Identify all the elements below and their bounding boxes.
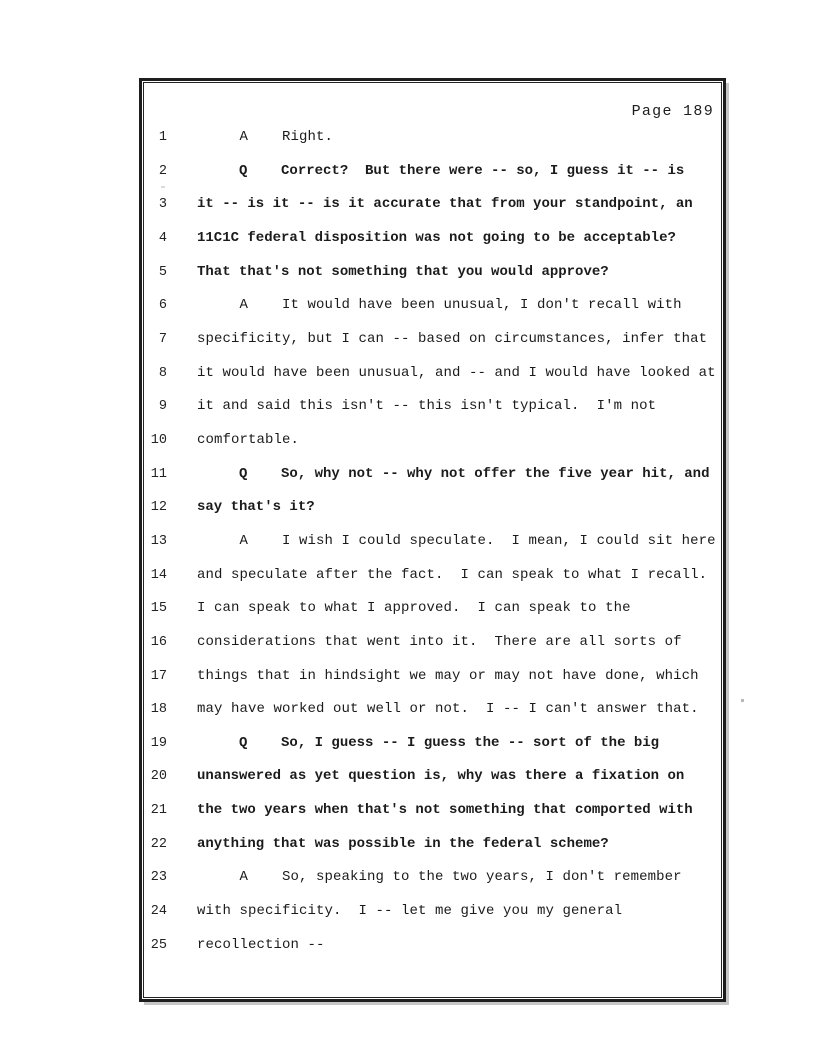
scan-speck-artifact bbox=[741, 699, 744, 702]
line-number: 21 bbox=[150, 803, 167, 819]
line-text: A I wish I could speculate. I mean, I could sit here bbox=[197, 532, 716, 549]
line-text: considerations that went into it. There are all sorts of bbox=[197, 633, 682, 650]
line-number: 4 bbox=[158, 230, 167, 246]
line-number: 5 bbox=[158, 264, 167, 280]
line-number: 9 bbox=[158, 399, 167, 415]
line-number: 20 bbox=[150, 769, 167, 785]
transcript-lines bbox=[140, 121, 718, 962]
line-text: say that's it? bbox=[197, 499, 315, 516]
line-text: A It would have been unusual, I don't recall with bbox=[197, 297, 682, 314]
transcript-line bbox=[140, 491, 718, 525]
line-text: A Right. bbox=[197, 129, 334, 145]
line-number: 13 bbox=[150, 533, 167, 549]
line-text: it -- is it -- is it accurate that from your standpoint, an bbox=[197, 196, 693, 213]
line-text: it would have been unusual, and -- and I would have looked at bbox=[197, 364, 716, 381]
line-number: 1 bbox=[158, 130, 167, 145]
transcript-line bbox=[140, 760, 718, 794]
line-number: 14 bbox=[150, 567, 167, 583]
line-text: and speculate after the fact. I can speak to what I recall. bbox=[197, 566, 708, 583]
transcript-line bbox=[140, 929, 718, 963]
line-number: 6 bbox=[158, 298, 167, 314]
line-text: Q So, I guess -- I guess the -- sort of the big bbox=[197, 734, 660, 751]
transcript-line bbox=[140, 895, 718, 929]
line-number: 18 bbox=[150, 702, 167, 718]
line-text: the two years when that's not something that comported with bbox=[197, 802, 693, 819]
transcript-line bbox=[140, 525, 718, 559]
line-text: may have worked out well or not. I -- I can't answer that. bbox=[197, 701, 699, 718]
line-number: 3 bbox=[158, 197, 167, 213]
line-number: 11 bbox=[150, 466, 167, 482]
line-text: recollection -- bbox=[197, 936, 325, 953]
line-number: 25 bbox=[150, 937, 167, 953]
line-text: 11C1C federal disposition was not going to be acceptable? bbox=[197, 229, 676, 246]
transcript-line bbox=[140, 693, 718, 727]
line-number: 23 bbox=[150, 870, 167, 886]
line-text: Q Correct? But there were -- so, I guess it -- is bbox=[197, 162, 685, 179]
transcript-line bbox=[140, 323, 718, 357]
transcript-line bbox=[140, 794, 718, 828]
transcript-line bbox=[140, 357, 718, 391]
line-number: 10 bbox=[150, 432, 167, 448]
line-text: I can speak to what I approved. I can speak to the bbox=[197, 600, 631, 617]
line-number: 15 bbox=[150, 601, 167, 617]
line-number: 24 bbox=[150, 904, 167, 920]
transcript-line bbox=[140, 188, 718, 222]
transcript-line bbox=[140, 626, 718, 660]
transcript-line bbox=[140, 727, 718, 761]
line-text: A So, speaking to the two years, I don't remember bbox=[197, 869, 682, 886]
line-number: 22 bbox=[150, 836, 167, 852]
line-text: it and said this isn't -- this isn't typical. I'm not bbox=[197, 398, 657, 415]
line-number: 19 bbox=[150, 735, 167, 751]
transcript-line bbox=[140, 424, 718, 458]
line-number: 7 bbox=[158, 331, 167, 347]
transcript-line bbox=[140, 660, 718, 694]
transcript-line bbox=[140, 222, 718, 256]
line-text: That that's not something that you would approve? bbox=[197, 263, 609, 280]
line-text: things that in hindsight we may or may not have done, which bbox=[197, 667, 699, 684]
transcript-line bbox=[140, 592, 718, 626]
line-text: Q So, why not -- why not offer the five year hit, and bbox=[197, 465, 710, 482]
transcript-line bbox=[140, 390, 718, 424]
transcript-line bbox=[140, 861, 718, 895]
line-text: specificity, but I can -- based on circumstances, infer that bbox=[197, 330, 708, 347]
line-number: 8 bbox=[158, 365, 167, 381]
page-number-label: Page 189 bbox=[631, 103, 714, 120]
scan-speck-artifact bbox=[161, 186, 165, 188]
transcript-line bbox=[140, 289, 718, 323]
transcript-line bbox=[140, 828, 718, 862]
line-number: 12 bbox=[150, 500, 167, 516]
line-text: comfortable. bbox=[197, 431, 300, 448]
transcript-line bbox=[140, 458, 718, 492]
transcript-line bbox=[140, 155, 718, 189]
line-number: 17 bbox=[150, 668, 167, 684]
transcript-line bbox=[140, 559, 718, 593]
transcript-line bbox=[140, 121, 718, 155]
line-text: anything that was possible in the federal scheme? bbox=[197, 835, 609, 852]
line-number: 16 bbox=[150, 634, 167, 650]
line-text: unanswered as yet question is, why was there a fixation on bbox=[197, 768, 685, 785]
line-number: 2 bbox=[158, 163, 167, 179]
transcript-line bbox=[140, 256, 718, 290]
line-text: with specificity. I -- let me give you my general bbox=[197, 903, 623, 920]
